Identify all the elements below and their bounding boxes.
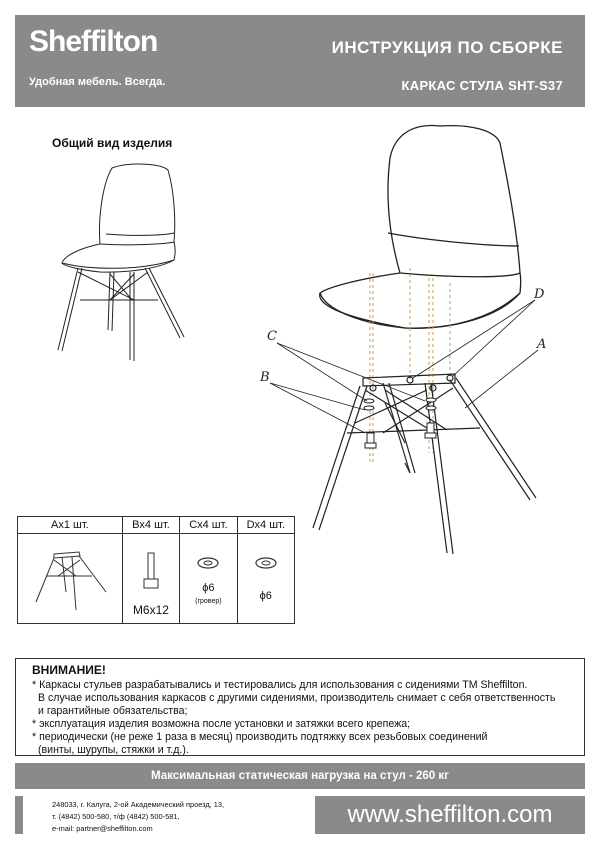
max-load-banner: Максимальная статическая нагрузка на стул - 260 кг (15, 763, 585, 789)
warning-line: (винты, шурупы, стяжки и т.д.). (38, 744, 189, 756)
warning-line: * эксплуатация изделия возможна после установки и затяжки всего крепежа; (32, 718, 411, 730)
address-line: e-mail: partner@sheffilton.com (52, 824, 153, 833)
part-a-cell (18, 534, 123, 624)
chair-assembly-diagram (255, 118, 565, 563)
warning-line: * периодически (не реже 1 раза в месяц) производить подтяжку всех резьбовых соединений (32, 731, 488, 743)
footer (15, 796, 585, 834)
document-subtitle: КАРКАС СТУЛА SHT-S37 (401, 78, 563, 93)
callout-b: B (260, 370, 270, 385)
warning-title: ВНИМАНИЕ! (32, 663, 106, 677)
bolt-icon (141, 552, 161, 592)
frame-base-icon (24, 544, 114, 614)
warning-box (15, 658, 585, 756)
callout-a: A (537, 337, 547, 352)
callout-d: D (534, 287, 545, 302)
footer-accent-bar (15, 796, 23, 834)
washer-c-spec: ϕ6 (202, 582, 215, 594)
document-title: ИНСТРУКЦИЯ ПО СБОРКЕ (331, 38, 563, 57)
parts-header-a: Ax1 шт. (18, 517, 123, 534)
warning-line: и гарантийные обязательства; (38, 705, 188, 717)
washer-c-note: (гровер) (195, 598, 222, 605)
warning-line: В случае использования каркасов с другими сидениями, производитель снимает с себя ответственность (38, 692, 556, 704)
brand-tagline: Удобная мебель. Всегда. (29, 76, 166, 88)
washer-d-spec: ϕ6 (259, 590, 272, 602)
parts-header-b: Bx4 шт. (122, 517, 179, 534)
flat-washer-icon (254, 556, 278, 570)
general-view-label: Общий вид изделия (52, 136, 173, 150)
parts-header-c: Cx4 шт. (180, 517, 237, 534)
warning-line: * Каркасы стульев разрабатывались и тестировались для использования с сидениями ТМ Sheffilton. (32, 679, 528, 691)
address-line: 248033, г. Калуга, 2-ой Академический проезд, 13, (52, 800, 225, 809)
bolt-spec: M6x12 (132, 603, 169, 617)
part-d-cell (237, 534, 294, 624)
address-line: т. (4842) 500-580, т/ф (4842) 500-581, (52, 812, 180, 821)
brand-logo: Sheffilton (29, 25, 158, 58)
spring-washer-icon (196, 556, 220, 570)
callout-c: C (267, 329, 277, 344)
parts-table (17, 516, 295, 624)
website-url: www.sheffilton.com (315, 796, 585, 834)
chair-general-view-illustration (50, 160, 190, 365)
header-banner (15, 15, 585, 107)
parts-header-d: Dx4 шт. (237, 517, 294, 534)
part-c-cell (180, 534, 237, 624)
part-b-cell (122, 534, 179, 624)
